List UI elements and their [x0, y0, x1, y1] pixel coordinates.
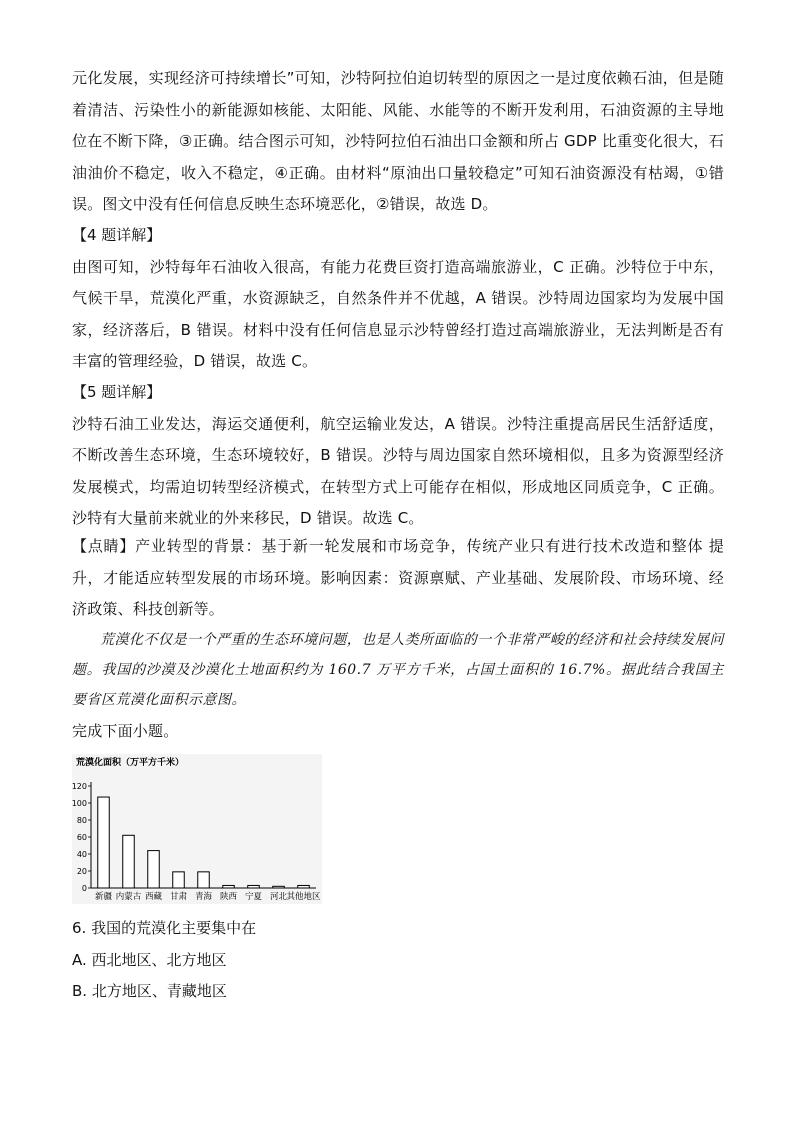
x-category-label: 新疆 [94, 892, 113, 902]
y-tick-label: 60 [76, 833, 87, 842]
x-category-label: 河北 [269, 892, 288, 902]
answer-explanation-3 [72, 63, 724, 221]
answer-explanation-5 [72, 377, 724, 535]
y-tick-label: 0 [81, 884, 87, 893]
bar-宁夏 [248, 885, 260, 888]
instruction-text: 完成下面小题。 [72, 722, 179, 740]
bar-河北 [273, 886, 285, 888]
x-category-label: 西藏 [144, 892, 163, 902]
question-stem: 6. 我国的荒漠化主要集中在 [72, 919, 257, 937]
section-heading: 【5 题详解】 [72, 383, 162, 401]
x-category-label: 甘肃 [169, 892, 188, 902]
paragraph: 元化发展，实现经济可持续增长”可知，沙特阿拉伯迫切转型的原因之一是过度依赖石油，但是随着清洁、污染性小的新能源如核能、太阳能、风能、水能等的不断开发利用，石油资源的主导地位在不断下降，③正确。结合图示可知，沙特阿拉伯石油出口金额和所占 GDP 比重变化很大，石油油价不稳定，收入不稳定，④正确。由材料“原油出口量较稳定”可知石油资源没有枯竭，①错误。图文中没有任何信息反映生态环境恶化，②错误，故选 D。 [72, 69, 724, 213]
bar-甘肃 [173, 872, 185, 888]
y-tick-label: 120 [72, 782, 87, 791]
x-category-label: 其他地区 [286, 892, 321, 902]
bar-西藏 [148, 851, 160, 888]
key-point [72, 531, 724, 626]
passage-text: 荒漠化不仅是一个严重的生态环境问题，也是人类所面临的一个非常严峻的经济和社会持续发展问题。我国的沙漠及沙漠化土地面积约为 160.7 万平方千米，占国土面积的 16.7%。据此结合我国主要省区荒漠化面积示意图。 [72, 632, 724, 708]
y-tick-label: 40 [76, 850, 87, 859]
option-b[interactable]: B. 北方地区、青藏地区 [72, 982, 227, 1000]
question-6 [72, 913, 724, 1008]
x-category-label: 内蒙古 [115, 892, 142, 902]
bar-陕西 [223, 885, 235, 888]
chart-svg [72, 754, 322, 904]
bar-新疆 [98, 797, 110, 888]
bar-青海 [198, 872, 210, 888]
y-tick-label: 100 [72, 799, 87, 808]
y-tick-label: 20 [76, 867, 87, 876]
option-a[interactable]: A. 西北地区、北方地区 [72, 950, 227, 969]
y-tick-label: 80 [76, 816, 87, 825]
paragraph: 沙特石油工业发达，海运交通便利，航空运输业发达，A 错误。沙特注重提高居民生活舒适度，不断改善生态环境，生态环境较好，B 错误。沙特与周边国家自然环境相似，且多为资源型经济发展模式，均需迫切转型经济模式，在转型方式上可能存在相似，形成地区同质竞争，C 正确。沙特有大量前来就业的外来移民，D 错误。故选 C。 [72, 414, 724, 527]
bar-内蒙古 [123, 835, 135, 888]
x-category-label: 宁夏 [244, 892, 263, 902]
desertification-bar-chart [72, 754, 322, 904]
x-category-label: 陕西 [219, 892, 238, 902]
section-heading: 【4 题详解】 [72, 226, 162, 244]
bar-其他地区 [298, 885, 310, 888]
answer-explanation-4 [72, 220, 724, 378]
instruction [72, 716, 724, 748]
paragraph: 【点睛】产业转型的背景：基于新一轮发展和市场竞争，传统产业只有进行技术改造和整体 提升，才能适应转型发展的市场环境。影响因素：资源禀赋、产业基础、发展阶段、市场环境、经济政策、科技创新等。 [72, 537, 724, 618]
x-category-label: 青海 [194, 892, 213, 902]
paragraph: 由图可知，沙特每年石油收入很高，有能力花费巨资打造高端旅游业，C 正确。沙特位于中东，气候干旱，荒漠化严重，水资源缺乏，自然条件并不优越，A 错误。沙特周边国家均为发展中国家，经济落后，B 错误。材料中没有任何信息显示沙特曾经打造过高端旅游业，无法判断是否有丰富的管理经验，D 错误，故选 C。 [72, 257, 724, 370]
chart-title: 荒漠化面积（万平方千米） [76, 758, 185, 768]
material-passage [72, 625, 724, 715]
